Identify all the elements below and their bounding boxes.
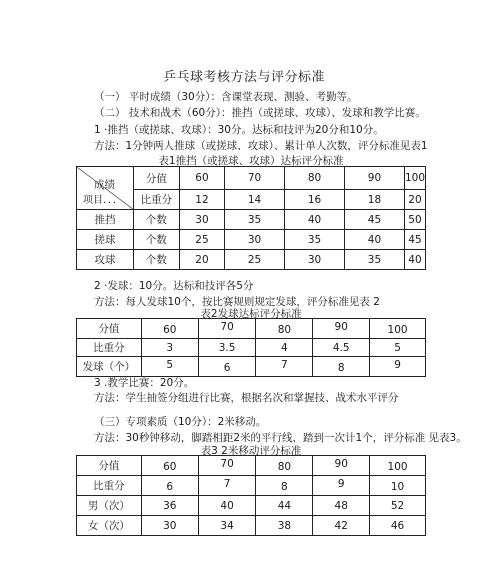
male-cell: 48 <box>313 496 370 516</box>
value-cell: 25 <box>179 230 224 250</box>
weight-label: 比重分 <box>133 190 179 210</box>
line-serve-section: 2 ·发球：10分。达标和技评各5分 <box>94 280 254 292</box>
value-cell: 50 <box>404 210 425 230</box>
score-cell: 80 <box>256 319 313 339</box>
count-cell: 9 <box>370 357 426 377</box>
value-cell: 35 <box>225 210 285 230</box>
female-label: 女（次） <box>77 516 142 536</box>
line-fitness-method: 方法：30秒钟移动，脚踏相距2米的平行线，踏到一次计1个，评分标准 见表3。 <box>94 432 467 444</box>
weight-cell: 4 <box>256 339 313 357</box>
score-cell: 100 <box>404 167 425 190</box>
table-movement-standard <box>76 455 426 536</box>
weight-cell: 10 <box>370 476 426 496</box>
count-cell: 7 <box>256 357 313 377</box>
line-match-section: 3 .教学比赛：20分。 <box>94 377 195 389</box>
weight-cell: 8 <box>256 476 313 496</box>
score-cell: 70 <box>225 167 285 190</box>
corner-header-cell <box>77 167 134 210</box>
female-cell: 42 <box>313 516 370 536</box>
male-cell: 44 <box>256 496 313 516</box>
line-push-method: 方法：1分钟两人推球（或搓球、攻球）、累计单人次数，评分标准见表1 <box>94 140 428 152</box>
weight-cell: 9 <box>313 476 370 496</box>
table1-caption: 表1推挡（或搓球、攻球）达标评分标准 <box>158 155 344 167</box>
female-cell: 38 <box>256 516 313 536</box>
male-cell: 40 <box>198 496 256 516</box>
female-cell: 30 <box>141 516 198 536</box>
value-cell: 35 <box>285 230 345 250</box>
male-cell: 36 <box>141 496 198 516</box>
male-cell: 52 <box>370 496 426 516</box>
value-cell: 40 <box>404 250 425 270</box>
weight-cell: 3 <box>141 339 198 357</box>
male-label: 男（次） <box>77 496 142 516</box>
value-cell: 30 <box>225 230 285 250</box>
value-cell: 30 <box>285 250 345 270</box>
value-cell: 30 <box>179 210 224 230</box>
value-cell: 40 <box>285 210 345 230</box>
value-cell: 45 <box>344 210 404 230</box>
value-cell: 20 <box>179 250 224 270</box>
value-cell: 40 <box>344 230 404 250</box>
line-tech-score: （二） 技术和战术（60分）：推挡（或搓球、攻球）、发球和教学比赛。 <box>94 107 426 119</box>
corner-label-item: 项目．．． <box>83 195 123 206</box>
count-cell: 5 <box>141 357 198 377</box>
score-cell: 100 <box>370 319 426 339</box>
line-serve-method: 方法：每人发球10个，按比赛规则规定发球，评分标准见表 2 <box>94 296 380 308</box>
count-label: 发球（个） <box>77 357 142 377</box>
score-cell: 90 <box>313 456 370 476</box>
table-push-standard <box>76 166 426 270</box>
unit-cell: 个数 <box>133 230 179 250</box>
unit-cell: 个数 <box>133 250 179 270</box>
count-cell: 6 <box>198 357 256 377</box>
table3-caption: 表3 2米移动评分标准 <box>200 445 302 457</box>
line-push-section: 1 ·推挡（或搓球、攻球）：30分。达标和技评为20分和10分。 <box>94 124 384 136</box>
score-cell: 100 <box>370 456 426 476</box>
weight-cell: 14 <box>225 190 285 210</box>
line-regular-score: （一） 平时成绩（30分）：含课堂表现、测验、考勤等。 <box>94 91 358 103</box>
score-cell: 70 <box>198 319 256 339</box>
value-cell: 45 <box>404 230 425 250</box>
corner-label-score: 成绩 <box>94 179 115 191</box>
score-label: 分值 <box>77 319 142 339</box>
score-label: 分值 <box>77 456 142 476</box>
document-title: 乒乓球考核方法与评分标准 <box>163 70 326 85</box>
weight-label: 比重分 <box>77 339 142 357</box>
table-row <box>77 210 426 230</box>
score-cell: 80 <box>285 167 345 190</box>
table-serve-standard <box>76 318 426 377</box>
item-cell: 推挡 <box>77 210 134 230</box>
weight-cell: 18 <box>344 190 404 210</box>
value-cell: 25 <box>225 250 285 270</box>
table-row <box>77 230 426 250</box>
weight-cell: 5 <box>370 339 426 357</box>
weight-cell: 3.5 <box>198 339 256 357</box>
female-cell: 34 <box>198 516 256 536</box>
score-cell: 60 <box>179 167 224 190</box>
score-cell: 70 <box>198 456 256 476</box>
value-cell: 35 <box>344 250 404 270</box>
weight-cell: 16 <box>285 190 345 210</box>
score-cell: 90 <box>344 167 404 190</box>
weight-cell: 12 <box>179 190 224 210</box>
score-cell: 60 <box>141 319 198 339</box>
table-row <box>77 250 426 270</box>
weight-cell: 20 <box>404 190 425 210</box>
item-cell: 搓球 <box>77 230 134 250</box>
item-cell: 攻球 <box>77 250 134 270</box>
weight-cell: 6 <box>141 476 198 496</box>
unit-cell: 个数 <box>133 210 179 230</box>
table2-caption: 表2发球达标评分标准 <box>200 308 302 320</box>
count-cell: 8 <box>313 357 370 377</box>
score-cell: 60 <box>141 456 198 476</box>
line-fitness-section: （三）专项素质（10分）：2米移动。 <box>94 416 267 428</box>
weight-label: 比重分 <box>77 476 142 496</box>
weight-cell: 4.5 <box>313 339 370 357</box>
line-match-method: 方法：学生抽签分组进行比赛，根据名次和掌握技、战术水平评分 <box>94 392 399 404</box>
female-cell: 46 <box>370 516 426 536</box>
score-cell: 90 <box>313 319 370 339</box>
score-label: 分值 <box>133 167 179 190</box>
weight-cell: 7 <box>198 476 256 496</box>
score-cell: 80 <box>256 456 313 476</box>
